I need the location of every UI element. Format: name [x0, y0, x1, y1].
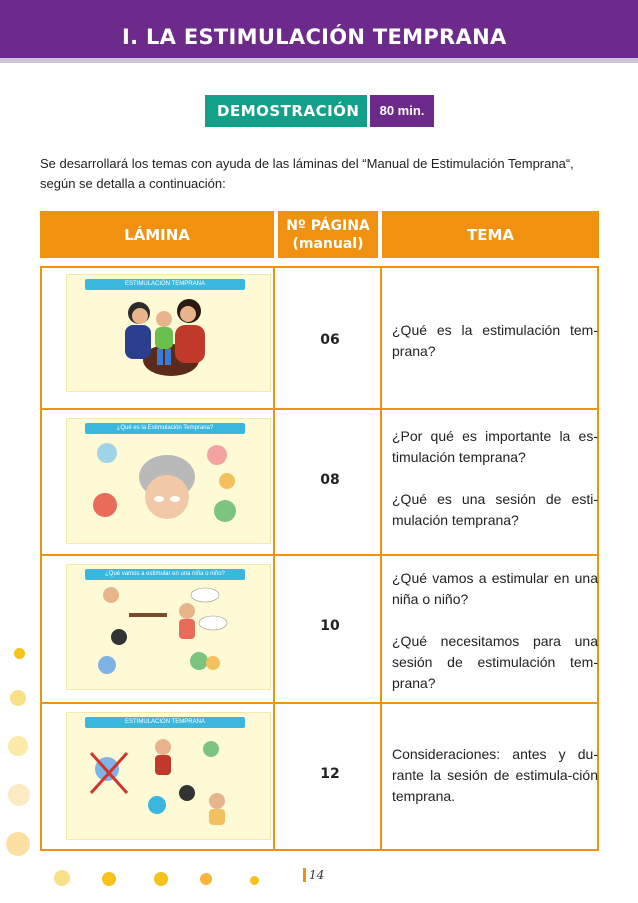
decorative-dot	[154, 872, 168, 886]
lamina-thumbnail	[66, 564, 271, 690]
header-pagina	[278, 211, 378, 258]
tema-text: ¿Qué es una sesión de esti-mulación temprana?	[392, 491, 598, 528]
table-row	[42, 556, 597, 704]
decorative-dot	[8, 736, 28, 756]
tema-text: ¿Qué vamos a estimular en una niña o niño?	[392, 570, 598, 607]
lamina-illustration	[66, 418, 271, 544]
header-tema: TEMA	[382, 211, 599, 258]
lamina-illustration	[66, 564, 271, 690]
decorative-dot	[54, 870, 70, 886]
page-number-cell: 08	[320, 472, 340, 488]
decorative-dot	[6, 832, 30, 856]
tema-cell	[392, 744, 598, 807]
decorative-dot	[8, 784, 30, 806]
header-underline	[0, 58, 638, 63]
page-number-cell: 12	[320, 766, 340, 782]
lamina-illustration	[66, 712, 271, 840]
header-pagina-line1: Nº PÁGINA	[286, 217, 370, 234]
table-row	[42, 704, 597, 853]
lamina-title: ESTIMULACIÓN TEMPRANA	[85, 279, 245, 290]
table-row	[42, 268, 597, 410]
decorative-dot	[10, 690, 26, 706]
page-number-marker	[303, 868, 306, 882]
lamina-thumbnail	[66, 712, 271, 840]
lamina-thumbnail	[66, 274, 271, 392]
demo-label: DEMOSTRACIÓN	[205, 95, 367, 127]
lamina-illustration	[66, 274, 271, 392]
family-illustration	[67, 275, 271, 392]
development-illustration	[67, 565, 271, 690]
considerations-illustration	[67, 713, 271, 840]
lamina-title: ¿Qué es la Estimulación Temprana?	[85, 423, 245, 434]
tema-text: ¿Qué es la estimulación tem-prana?	[392, 322, 598, 359]
tema-cell	[392, 426, 598, 531]
tema-cell	[392, 320, 598, 362]
header-pagina-line2: (manual)	[292, 235, 364, 252]
page-number: 14	[309, 868, 325, 882]
tema-text: ¿Qué necesitamos para una sesión de estimulación tem-prana?	[392, 633, 598, 691]
page-title: I. LA ESTIMULACIÓN TEMPRANA	[122, 25, 507, 49]
table-row	[42, 410, 597, 556]
demo-badge	[205, 95, 434, 127]
page-number-cell: 10	[320, 618, 340, 634]
page-number-cell: 06	[320, 332, 340, 348]
decorative-dot	[102, 872, 116, 886]
header-lamina: LÁMINA	[40, 211, 274, 258]
decorative-dot	[250, 876, 259, 885]
table-body	[40, 266, 599, 851]
lamina-title: ESTIMULACIÓN TEMPRANA	[85, 717, 245, 728]
tema-text: ¿Por qué es importante la es-timulación temprana?	[392, 428, 598, 465]
lamina-title: ¿Qué vamos a estimular en una niña o niño?	[85, 569, 245, 580]
demo-time: 80 min.	[370, 95, 434, 127]
brain-illustration	[67, 419, 271, 544]
tema-cell	[392, 568, 598, 694]
decorative-dot	[200, 873, 212, 885]
tema-text: Consideraciones: antes y du-rante la sesión de estimula-ción temprana.	[392, 746, 598, 804]
decorative-dot	[14, 648, 25, 659]
intro-paragraph: Se desarrollará los temas con ayuda de las láminas del “Manual de Estimulación Temprana“, según se detalla a continuación:	[40, 156, 574, 191]
lamina-thumbnail	[66, 418, 271, 544]
